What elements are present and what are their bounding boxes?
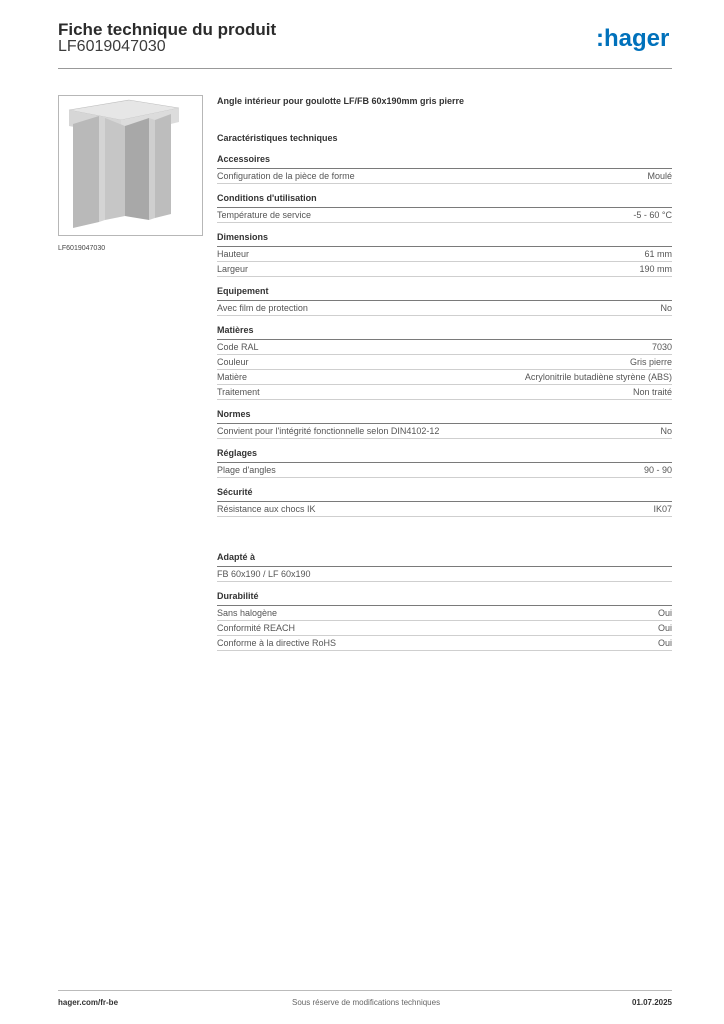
header-divider <box>58 68 672 69</box>
spec-label: Couleur <box>217 357 249 367</box>
spec-row <box>217 355 672 370</box>
spec-row <box>217 247 672 262</box>
spec-label: Matière <box>217 372 248 382</box>
spec-row <box>217 424 672 439</box>
spec-value: Oui <box>657 638 672 648</box>
spec-section <box>217 409 672 439</box>
svg-text::hager: :hager <box>596 25 670 52</box>
spec-row <box>217 385 672 400</box>
spec-value: IK07 <box>653 504 672 514</box>
spec-value: 90 - 90 <box>643 465 672 475</box>
spec-section <box>217 232 672 277</box>
characteristics-title: Caractéristiques techniques <box>217 133 338 143</box>
image-caption: LF6019047030 <box>58 245 106 252</box>
spec-value: Gris pierre <box>629 357 672 367</box>
footer-notice: Sous réserve de modifications techniques <box>292 998 441 1007</box>
product-code: LF6019047030 <box>58 38 166 55</box>
product-image <box>58 95 203 236</box>
section-title: Conditions d'utilisation <box>217 193 672 208</box>
spec-value: Oui <box>657 623 672 633</box>
spec-label: Conformité REACH <box>217 623 296 633</box>
spec-section <box>217 325 672 400</box>
spec-value: No <box>660 303 672 313</box>
spec-row <box>217 370 672 385</box>
footer-divider <box>58 990 672 991</box>
spec-label: Conforme à la directive RoHS <box>217 638 337 648</box>
spec-value: -5 - 60 °C <box>633 210 672 220</box>
section-title: Durabilité <box>217 591 672 606</box>
spec-label: Hauteur <box>217 249 250 259</box>
spec-value: 7030 <box>651 342 672 352</box>
document-title: Fiche technique du produit <box>58 20 277 39</box>
spec-sections <box>217 154 672 517</box>
spec-label: Convient pour l'intégrité fonctionnelle selon DIN4102-12 <box>217 426 440 436</box>
spec-label: Sans halogène <box>217 608 278 618</box>
spec-label: Avec film de protection <box>217 303 308 313</box>
spec-section <box>217 193 672 223</box>
spec-row <box>217 262 672 277</box>
spec-value: Moulé <box>647 171 672 181</box>
spec-value: No <box>660 426 672 436</box>
spec-content <box>217 95 672 660</box>
spec-label: Température de service <box>217 210 312 220</box>
footer-date: 01.07.2025 <box>631 998 672 1007</box>
spec-row <box>217 621 672 636</box>
product-title: Angle intérieur pour goulotte LF/FB 60x190mm gris pierre <box>217 96 465 106</box>
spec-section <box>217 591 672 651</box>
section-title: Réglages <box>217 448 672 463</box>
spec-row <box>217 606 672 621</box>
section-title: Adapté à <box>217 552 672 567</box>
section-title: Equipement <box>217 286 672 301</box>
spec-value: Acrylonitrile butadiène styrène (ABS) <box>524 372 672 382</box>
spec-row <box>217 301 672 316</box>
section-title: Matières <box>217 325 672 340</box>
spec-value: 190 mm <box>639 264 672 274</box>
spec-label: FB 60x190 / LF 60x190 <box>217 569 311 579</box>
section-title: Sécurité <box>217 487 672 502</box>
spec-row <box>217 463 672 478</box>
spec-label: Largeur <box>217 264 249 274</box>
spec-row <box>217 340 672 355</box>
spec-value: 61 mm <box>644 249 672 259</box>
spec-label: Configuration de la pièce de forme <box>217 171 355 181</box>
spec-row <box>217 502 672 517</box>
spec-row <box>217 208 672 223</box>
footer-site: hager.com/fr-be <box>58 998 119 1007</box>
section-title: Accessoires <box>217 154 672 169</box>
spec-section <box>217 286 672 316</box>
spec-row <box>217 169 672 184</box>
section-title: Normes <box>217 409 672 424</box>
hager-logo <box>596 24 676 54</box>
spec-section <box>217 154 672 184</box>
extra-sections <box>217 552 672 651</box>
spec-value: Oui <box>657 608 672 618</box>
spec-row <box>217 636 672 651</box>
section-title: Dimensions <box>217 232 672 247</box>
spec-section <box>217 552 672 582</box>
spec-label: Traitement <box>217 387 260 397</box>
product-photo-icon <box>59 96 202 235</box>
spec-label: Résistance aux chocs IK <box>217 504 316 514</box>
spec-label: Code RAL <box>217 342 259 352</box>
spec-value: Non traité <box>632 387 672 397</box>
spec-row <box>217 567 672 582</box>
spec-label: Plage d'angles <box>217 465 276 475</box>
spacer <box>217 526 672 552</box>
spec-section <box>217 448 672 478</box>
spec-section <box>217 487 672 517</box>
